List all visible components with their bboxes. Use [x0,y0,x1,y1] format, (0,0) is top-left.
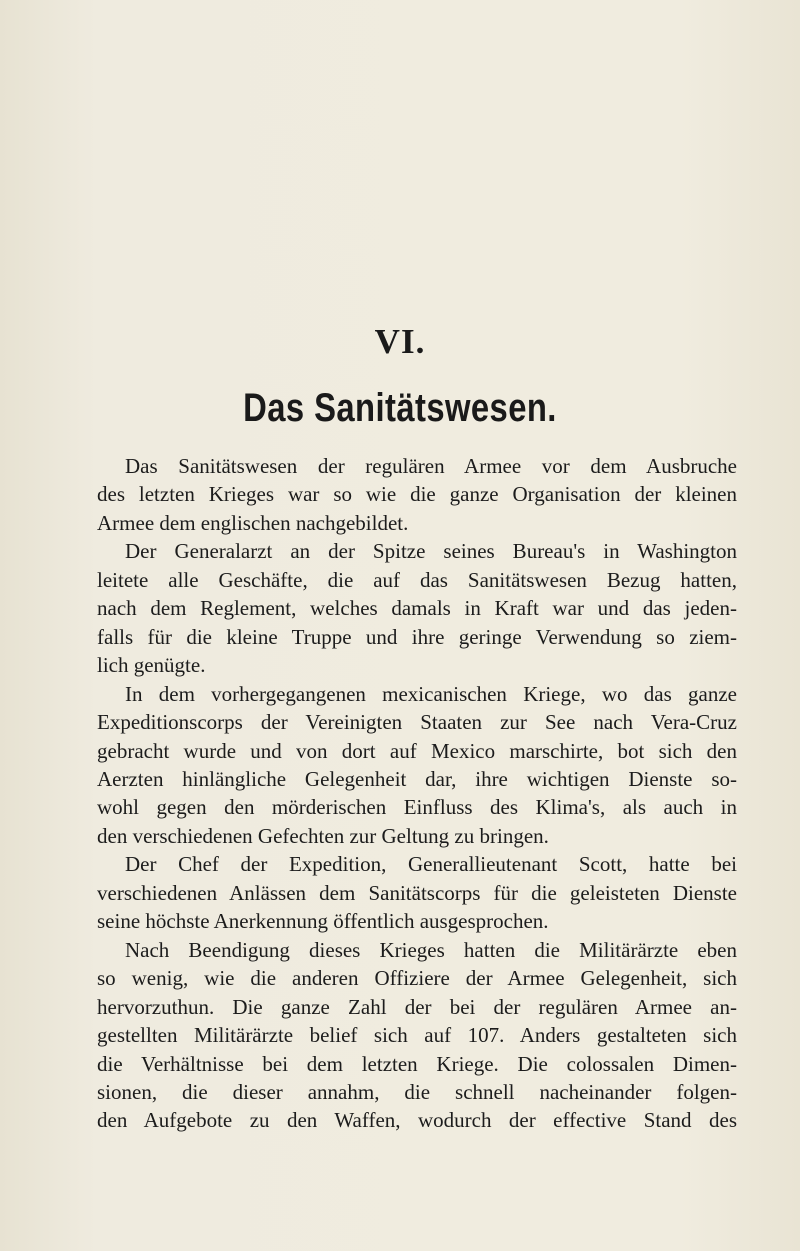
text-line: hervorzuthun. Die ganze Zahl der bei der regulären Armee an- [97,994,737,1019]
text-line: gebracht wurde und von dort auf Mexico marschirte, bot sich den [97,738,737,763]
text-line: die Verhältnisse bei dem letzten Kriege. Die colossalen Dimen- [97,1051,737,1076]
text-line: sionen, die dieser annahm, die schnell nacheinander folgen- [97,1079,737,1104]
text-line: so wenig, wie die anderen Offiziere der Armee Gelegenheit, sich [97,966,737,991]
text-line: Nach Beendigung dieses Krieges hatten die Militärärzte eben [125,937,737,962]
paragraph [97,936,737,1135]
text-line: gestellten Militärärzte belief sich auf 107. Anders gestalteten sich [97,1023,737,1048]
text-line: des letzten Krieges war so wie die ganze Organisation der kleinen [97,482,737,507]
text-line: leitete alle Geschäfte, die auf das Sanitätswesen Bezug hatten, [97,567,737,592]
text-line: seine höchste Anerkennung öffentlich ausgesprochen. [97,909,549,934]
text-line: In dem vorhergegangenen mexicanischen Kriege, wo das ganze [125,681,737,706]
text-line: den Aufgebote zu den Waffen, wodurch der effective Stand des [97,1108,737,1133]
text-line: Der Chef der Expedition, Generallieutenant Scott, hatte bei [125,852,737,877]
text-line: wohl gegen den mörderischen Einfluss des Klima's, als auch in [97,795,737,820]
text-line: Expeditionscorps der Vereinigten Staaten zur See nach Vera-Cruz [97,710,737,735]
text-line: den verschiedenen Gefechten zur Geltung zu bringen. [97,823,549,848]
text-line: Aerzten hinlängliche Gelegenheit dar, ihre wichtigen Dienste so- [97,766,737,791]
body-text [97,452,737,1135]
chapter-number: VI. [374,322,426,361]
text-line: falls für die kleine Truppe und ihre geringe Verwendung so ziem- [97,624,737,649]
text-line: nach dem Reglement, welches damals in Kraft war und das jeden- [97,596,737,621]
text-line: Das Sanitätswesen der regulären Armee vor dem Ausbruche [125,454,737,478]
paragraph [97,452,737,537]
paragraph [97,537,737,679]
text-line: lich genügte. [97,653,206,678]
paragraph [97,850,737,935]
text-line: Armee dem englischen nachgebildet. [97,510,409,535]
chapter-title: Das Sanitätswesen. [243,386,557,430]
paragraph [97,680,737,851]
text-line: verschiedenen Anlässen dem Sanitätscorps für die geleisteten Dienste [97,880,737,905]
text-line: Der Generalarzt an der Spitze seines Bureau's in Washington [125,539,737,564]
